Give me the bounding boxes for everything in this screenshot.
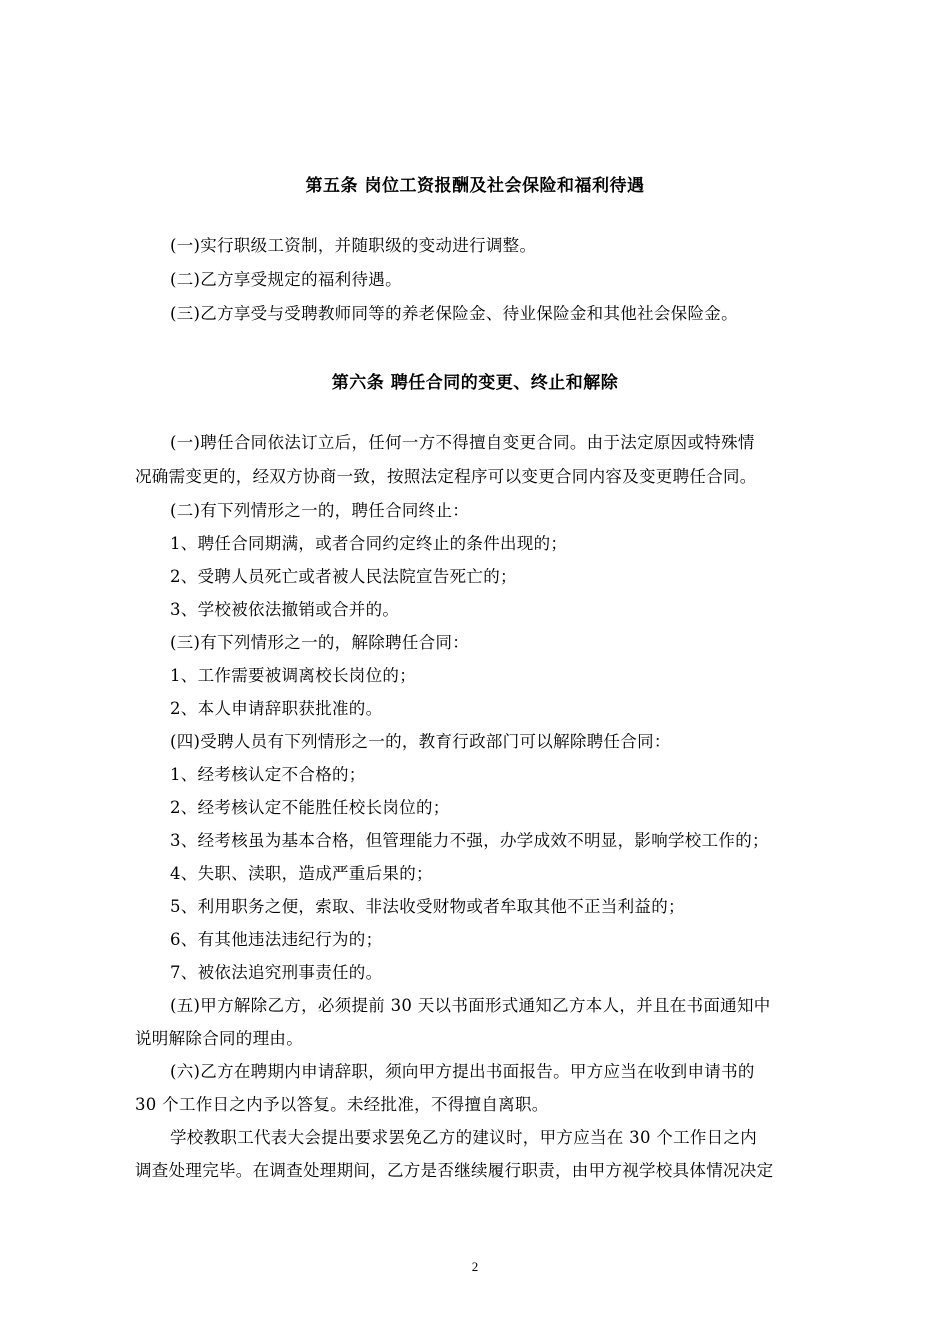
list-item: 4、失职、渎职，造成严重后果的； xyxy=(170,864,433,883)
list-item: 7、被依法追究刑事责任的。 xyxy=(170,963,383,982)
paragraph-line: (二)有下列情形之一的，聘任合同终止： xyxy=(170,501,470,520)
paragraph-line: 况确需变更的，经双方协商一致，按照法定程序可以变更合同内容及变更聘任合同。 xyxy=(135,467,757,486)
paragraph-line: (二)乙方享受规定的福利待遇。 xyxy=(170,270,402,289)
list-item: 3、经考核虽为基本合格，但管理能力不强，办学成效不明显，影响学校工作的； xyxy=(170,831,769,850)
page-number: 2 xyxy=(471,1259,479,1274)
paragraph-line: (一)实行职级工资制，并随职级的变动进行调整。 xyxy=(170,236,537,255)
list-item: 1、聘任合同期满，或者合同约定终止的条件出现的； xyxy=(170,534,568,553)
list-item: 2、受聘人员死亡或者被人民法院宣告死亡的； xyxy=(170,567,517,586)
list-item: 2、本人申请辞职获批准的。 xyxy=(170,699,383,718)
paragraph-line: 调查处理完毕。在调查处理期间，乙方是否继续履行职责，由甲方视学校具体情况决定 xyxy=(135,1161,774,1180)
paragraph-line: (一)聘任合同依法订立后，任何一方不得擅自变更合同。由于法定原因或特殊情 xyxy=(170,433,755,452)
list-item: 1、经考核认定不合格的； xyxy=(170,765,366,784)
section-5-heading: 第五条 岗位工资报酬及社会保险和福利待遇 xyxy=(305,176,645,196)
paragraph-line: (三)有下列情形之一的，解除聘任合同： xyxy=(170,633,470,652)
paragraph-line: 学校教职工代表大会提出要求罢免乙方的建议时，甲方应当在 30 个工作日之内 xyxy=(170,1128,758,1147)
paragraph-line: 说明解除合同的理由。 xyxy=(135,1029,303,1048)
list-item: 5、利用职务之便，索取、非法收受财物或者牟取其他不正当利益的； xyxy=(170,897,685,916)
paragraph-line: (四)受聘人员有下列情形之一的，教育行政部门可以解除聘任合同： xyxy=(170,732,671,751)
list-item: 3、学校被依法撤销或合并的。 xyxy=(170,600,400,619)
paragraph-line: (六)乙方在聘期内申请辞职，须向甲方提出书面报告。甲方应当在收到申请书的 xyxy=(170,1062,755,1081)
list-item: 6、有其他违法违纪行为的； xyxy=(170,930,383,949)
paragraph-line: (五)甲方解除乙方，必须提前 30 天以书面形式通知乙方本人，并且在书面通知中 xyxy=(170,996,771,1015)
paragraph-line: (三)乙方享受与受聘教师同等的养老保险金、待业保险金和其他社会保险金。 xyxy=(170,304,738,323)
list-item: 1、工作需要被调离校长岗位的； xyxy=(170,666,416,685)
section-6-heading: 第六条 聘任合同的变更、终止和解除 xyxy=(331,373,619,393)
paragraph-line: 30 个工作日之内予以答复。未经批准，不得擅自离职。 xyxy=(135,1095,549,1114)
list-item: 2、经考核认定不能胜任校长岗位的； xyxy=(170,798,450,817)
